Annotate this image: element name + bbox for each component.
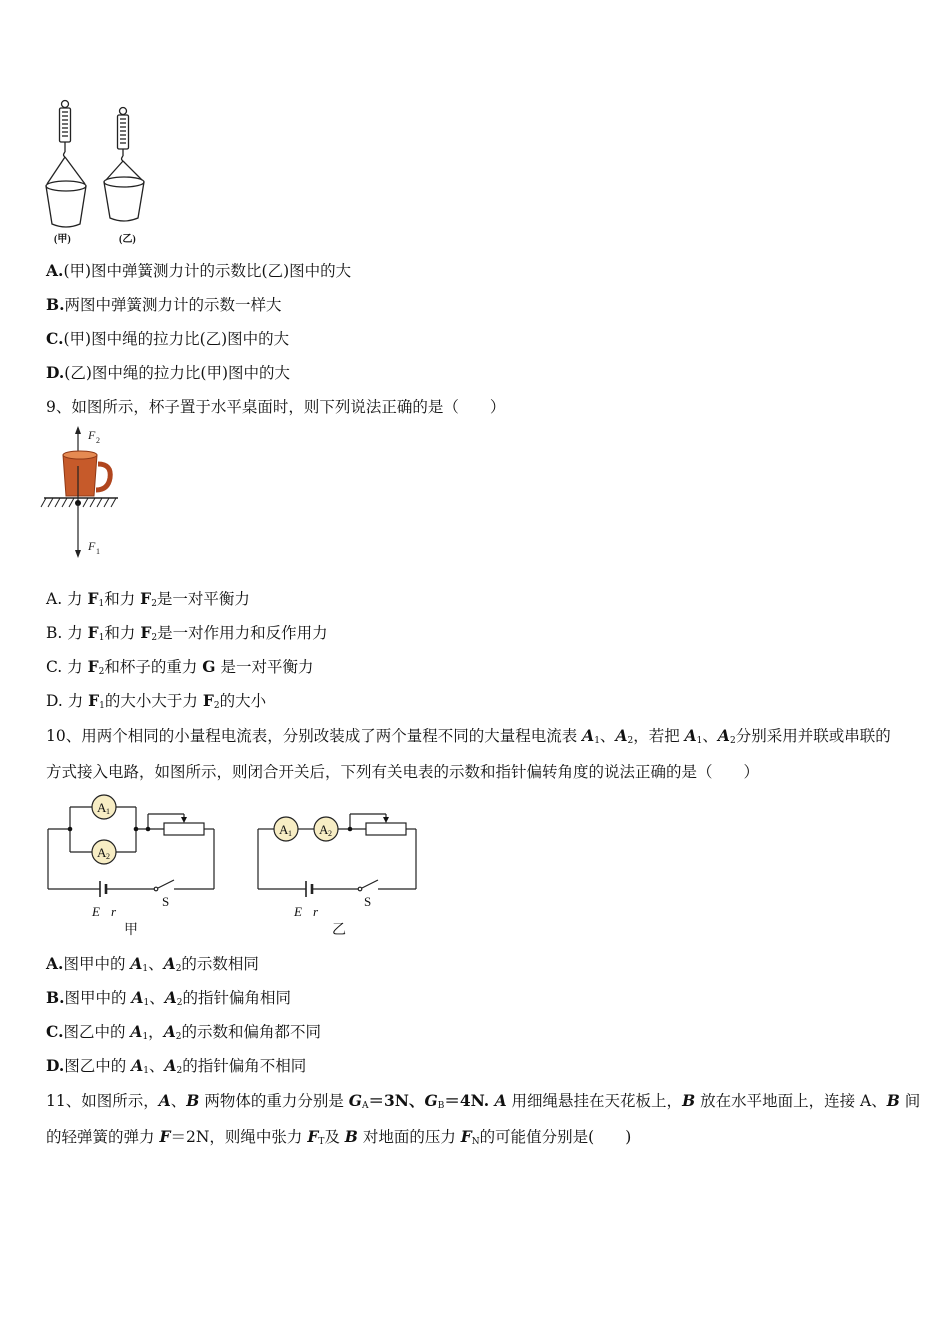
text: D. 力 [46,692,89,710]
value: ＝3N、 [368,1091,425,1110]
text: 分别采用并联或串联的 [735,727,891,745]
value: ＝4N. [444,1091,495,1110]
text: 和力 [104,624,141,642]
text: 的轻弹簧的弹力 [46,1128,160,1146]
text: 的指针偏角不相同 [182,1057,307,1075]
text: ，若把 [633,727,685,745]
force-symbol: F [140,623,152,642]
f1-subscript: 1 [96,547,100,556]
f2-label: F [88,428,96,442]
text: 、 [170,1092,187,1110]
ammeter-symbol: A [131,988,144,1007]
label-jia: (甲) [54,234,71,245]
option-key: B. [46,988,65,1007]
circuit-jia [48,795,214,897]
q8-option-d [46,363,290,383]
text: 、 [599,727,616,745]
ammeter-symbol: A [615,726,628,745]
slider-arrow-icon [383,817,389,823]
subscript: A [362,1101,369,1111]
force-symbol: F [202,691,214,710]
spring-scale-buckets-figure [40,96,155,248]
object-symbol: A [158,1091,171,1110]
emf-label: E [92,904,100,919]
subscript: 1 [696,736,703,746]
text: 、 [149,1057,165,1075]
q9-stem: 9、如图所示，杯子置于水平桌面时，则下列说法正确的是（ ） [46,398,506,416]
text: C. 力 [46,658,88,676]
option-text: (甲)图中绳的拉力比(乙)图中的大 [63,330,290,348]
option-text: 两图中弹簧测力计的示数一样大 [64,296,282,314]
ammeter-a1-sub: 1 [288,829,292,838]
subscript: 2 [627,736,634,746]
cup-on-table-figure [40,422,130,564]
text: 图甲中的 [64,989,132,1007]
gravity-symbol: G [202,657,216,676]
q10-option-d [46,1056,306,1081]
ammeter-symbol: A [131,1056,144,1075]
resistance-label: r [111,904,117,919]
subscript: 1 [98,599,105,609]
text: 的大小大于力 [104,692,203,710]
subscript: 2 [98,667,105,677]
text: 图乙中的 [64,1057,132,1075]
q9-option-a [46,589,250,614]
option-key: C. [46,1022,64,1041]
text: 对地面的压力 [357,1128,461,1146]
ammeter-a1-sub: 1 [106,807,110,816]
force-symbol: F [140,589,152,608]
ammeter-symbol: A [717,726,730,745]
text: A. 力 [46,590,88,608]
text: 间 [899,1092,921,1110]
text: 是一对平衡力 [215,658,314,676]
force-symbol: F [88,691,100,710]
emf-label: E [294,904,302,919]
text: 两物体的重力分别是 [199,1092,349,1110]
ammeter-symbol: A [163,954,176,973]
ammeter-a2-label: A [319,822,329,837]
subscript: T [318,1137,325,1147]
subscript: 2 [175,1032,182,1042]
text: B. 力 [46,624,88,642]
text: 的可能值分别是( ) [479,1128,632,1146]
text: 、 [148,955,164,973]
circuit-jia-label: 甲 [124,923,138,938]
cup-icon [63,451,110,496]
text: 的示数和偏角都不同 [181,1023,321,1041]
q11-stem-line1 [46,1091,920,1116]
text: 放在水平地面上，连接 A、 [695,1092,887,1110]
junction-dot [146,827,151,832]
text: 和杯子的重力 [104,658,203,676]
text: 及 [324,1128,345,1146]
text: 10、用两个相同的小量程电流表，分别改装成了两个量程不同的大量程电流表 [46,727,583,745]
force-symbol: F [87,589,99,608]
option-key: C. [46,329,64,348]
f2-subscript: 2 [96,436,100,445]
slider-arrow-icon [181,817,187,823]
object-symbol: A [494,1091,507,1110]
subscript: B [437,1101,445,1111]
subscript: N [471,1137,480,1147]
subscript: 2 [151,633,158,643]
force-symbol: F [307,1127,319,1146]
circuit-diagrams-figure [40,792,430,942]
option-key: D. [46,363,65,382]
text: 11、如图所示， [46,1092,159,1110]
weight-symbol: G [424,1091,438,1110]
subscript: 2 [213,701,220,711]
switch-label: S [162,894,170,909]
q11-stem-line2 [46,1127,631,1152]
text: 、 [149,989,165,1007]
q10-option-a [46,954,259,979]
ammeter-a2-sub: 2 [106,852,110,861]
spring-scale-yi [104,108,144,222]
ammeter-symbol: A [582,726,595,745]
junction-dot [348,827,353,832]
text: 、 [702,727,718,745]
q10-stem-line2: 方式接入电路，如图所示，则闭合开关后，下列有关电表的示数和指针偏转角度的说法正确的是（ ） [46,763,760,781]
q10-option-c [46,1022,321,1047]
ammeter-a2-sub: 2 [328,829,332,838]
option-key: A. [46,261,64,280]
ammeter-symbol: A [164,1056,177,1075]
subscript: 1 [143,998,150,1008]
force-symbol: F [87,657,99,676]
subscript: 1 [142,1032,149,1042]
option-text: (甲)图中弹簧测力计的示数比(乙)图中的大 [63,262,352,280]
text: 是一对平衡力 [156,590,250,608]
q9-option-b [46,623,328,648]
subscript: 2 [176,998,183,1008]
option-text: (乙)图中绳的拉力比(甲)图中的大 [64,364,290,382]
text: 是一对作用力和反作用力 [157,624,328,642]
text: 的示数相同 [181,955,259,973]
weight-symbol: G [348,1091,362,1110]
subscript: 2 [729,736,736,746]
force-symbol: F [460,1127,472,1146]
circuit-yi-label: 乙 [332,923,346,938]
option-key: B. [46,295,65,314]
text: ， [148,1023,164,1041]
f1-label: F [88,539,96,553]
force-symbol: F [159,1127,171,1146]
subscript: 1 [143,1066,149,1076]
q8-option-a [46,261,351,281]
ammeter-symbol: A [684,726,697,745]
q8-option-b [46,295,282,315]
object-symbol: B [344,1127,358,1146]
ammeter-symbol: A [130,1022,143,1041]
ammeter-a1-label: A [97,800,107,815]
q10-option-b [46,988,291,1013]
option-key: D. [46,1056,65,1075]
object-symbol: B [682,1091,696,1110]
q9-option-d [46,691,266,716]
resistance-label: r [313,904,319,919]
subscript: 2 [176,1066,183,1076]
ammeter-symbol: A [164,988,177,1007]
object-symbol: B [186,1091,200,1110]
text: 图乙中的 [63,1023,131,1041]
text: 和力 [104,590,141,608]
ammeter-a2-label: A [97,845,107,860]
subscript: 1 [594,736,600,746]
subscript: 1 [142,964,149,974]
q8-option-c [46,329,289,349]
subscript: 1 [99,701,105,711]
junction-dot [134,827,139,832]
spring-scale-jia [46,101,86,228]
text: ＝2N，则绳中张力 [170,1128,308,1146]
subscript: 2 [175,964,182,974]
q10-stem-line1 [46,726,891,751]
text: 用细绳悬挂在天花板上， [506,1092,683,1110]
text: 的指针偏角相同 [182,989,291,1007]
ammeter-symbol: A [130,954,143,973]
ammeter-a1-label: A [279,822,289,837]
object-symbol: B [886,1091,900,1110]
q9-option-c [46,657,313,682]
ammeter-symbol: A [163,1022,176,1041]
subscript: 2 [151,599,157,609]
switch-label: S [364,894,372,909]
force-symbol: F [87,623,99,642]
option-key: A. [46,954,64,973]
label-yi: (乙) [119,234,136,245]
junction-dot [68,827,73,832]
subscript: 1 [98,633,105,643]
text: 图甲中的 [63,955,131,973]
text: 的大小 [219,692,267,710]
